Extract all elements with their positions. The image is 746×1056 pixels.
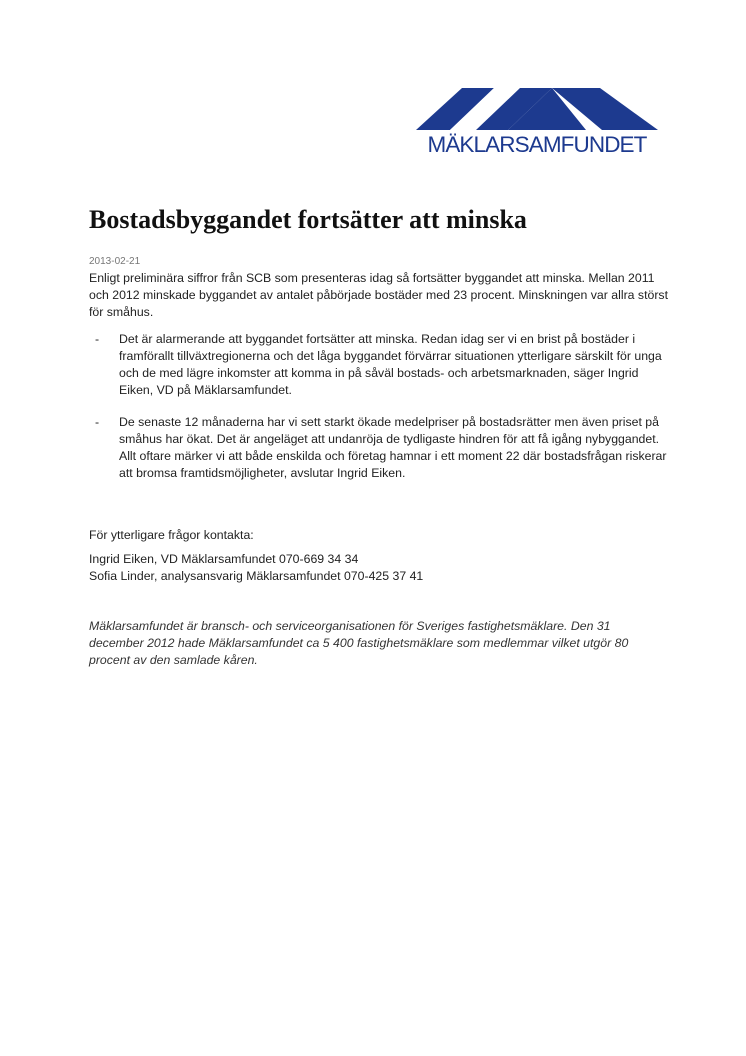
logo-wordmark: MÄKLARSAMFUNDET xyxy=(427,132,647,157)
contact-heading: För ytterligare frågor kontakta: xyxy=(89,528,254,542)
maklarsamfundet-logo xyxy=(416,86,658,160)
article-intro: Enligt preliminära siffror från SCB som presenteras idag så fortsätter byggandet att minska. Mellan 2011 och 2012 minskade byggandet av antalet påbörjade bostäder med 23 procent. Minskningen var allra störst för småhus. xyxy=(89,271,668,319)
article-date: 2013-02-21 xyxy=(89,256,141,267)
bullet-marker: - xyxy=(95,332,100,346)
roof-mark-icon xyxy=(416,86,658,130)
bullet-marker: - xyxy=(95,415,100,429)
bullet-text: Det är alarmerande att byggandet fortsätter att minska. Redan idag ser vi en brist på bostäder i framförallt tillväxtregionerna och det låga byggandet förvärrar situationen ytterligare särskilt för unga och de med lägre inkomster att komma in på såväl bostads- och arbetsmarknaden, säger Ingrid Eiken, VD på Mäklarsamfundet. xyxy=(119,332,662,397)
contact-person-2: Sofia Linder, analysansvarig Mäklarsamfundet 070-425 37 41 xyxy=(89,569,424,583)
contact-person-1: Ingrid Eiken, VD Mäklarsamfundet 070-669 34 34 xyxy=(89,552,359,566)
article-title: Bostadsbyggandet fortsätter att minska xyxy=(89,205,527,234)
organisation-footer: Mäklarsamfundet är bransch- och serviceorganisationen för Sveriges fastighetsmäklare. Den 31 december 2012 hade Mäklarsamfundet ca 5 400 fastighetsmäklare som medlemmar vilket utgör 80 procent av den samlade kåren. xyxy=(89,619,629,667)
bullet-text: De senaste 12 månaderna har vi sett starkt ökade medelpriser på bostadsrätter men även priset på småhus har ökat. Det är angeläget att undanröja de tydligaste hindren för att få igång nybyggandet. Allt oftare märker vi att både enskilda och företag hamnar i ett moment 22 där bostadsfrågan riskerar att bromsa framtidsmöjligheter, avslutar Ingrid Eiken. xyxy=(119,415,667,480)
